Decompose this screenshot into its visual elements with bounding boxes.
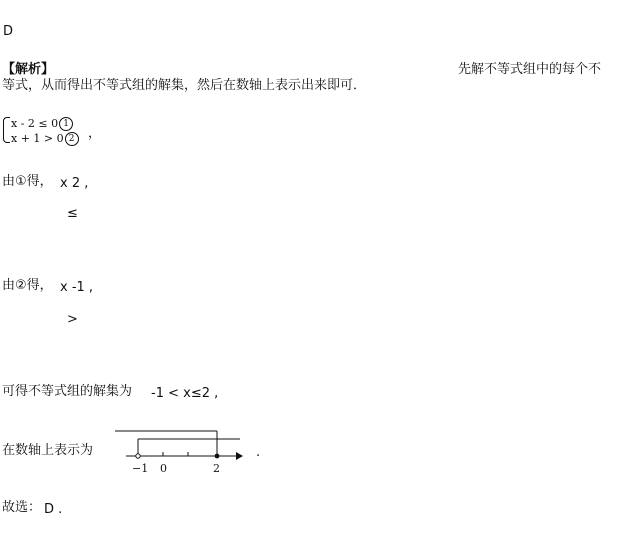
tick-label-minus-one: −1 [132,462,149,475]
numberline-prefix: 在数轴上表示为 [2,443,94,458]
tick-label-two: 2 [213,462,220,475]
step1-symbol: ≤ [67,206,78,221]
axis-arrow-icon [236,452,243,460]
open-point-minus-one [136,454,140,458]
analysis-heading: 【解析】 [2,62,55,77]
number-line-diagram [112,426,252,478]
solution-prefix: 可得不等式组的解集为 [2,384,133,399]
solution-expression: -1 < x≤2 , [151,386,219,401]
step2-prefix: 由②得， [2,278,53,293]
answer-letter: D [3,24,14,39]
equation-1-text: x - 2 ≤ 0 [11,117,59,130]
system-brace [3,117,10,143]
numberline-suffix: . [256,445,261,460]
step1-prefix: 由①得， [2,174,53,189]
equation-1-mark: 1 [59,117,73,131]
equation-2-text: x + 1 > 0 [11,132,64,145]
step2-expression: x -1 , [60,280,94,295]
tick-label-zero: 0 [160,462,167,475]
equation-2-mark: 2 [65,132,79,146]
final-value: D . [44,502,63,517]
system-equation-1 [11,116,73,132]
analysis-hint-right: 先解不等式组中的每个不 [458,62,602,77]
step1-expression: x 2 , [60,176,89,191]
analysis-hint-line2: 等式，从而得出不等式组的解集，然后在数轴上表示出来即可． [2,78,367,93]
final-prefix: 故选： [2,500,42,515]
step2-symbol: > [67,312,78,327]
system-equation-2 [11,131,79,147]
system-trailing-comma: ， [88,126,102,141]
closed-point-two [215,454,220,459]
